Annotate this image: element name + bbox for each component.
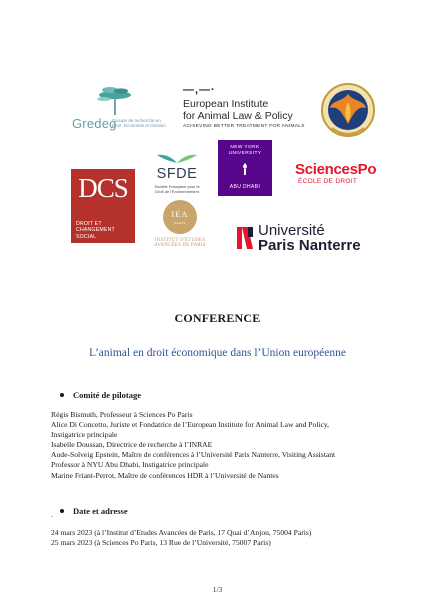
iea-city: PARIS (174, 221, 186, 225)
date-list (51, 528, 386, 548)
iea-badge (163, 200, 197, 234)
phoenix-crest-icon (318, 78, 378, 144)
eial-mark: —,—· (183, 84, 216, 96)
iea-mark: IEA (171, 209, 189, 219)
section-date-title: Date et adresse (73, 506, 128, 516)
nyu-line1: NEW YORK (230, 145, 260, 150)
phoenix-crest-logo (318, 78, 378, 144)
nanterre-line2: Paris Nanterre (258, 237, 361, 254)
section-comite-title: Comité de pilotage (73, 390, 141, 400)
list-item: Régis Bismuth, Professeur à Sciences Po Paris (51, 410, 193, 419)
section-date-heading (60, 506, 128, 516)
eial-line2: for Animal Law & Policy (183, 110, 293, 122)
dcs-line2: CHANGEMENT SOCIAL (76, 227, 115, 240)
list-item: Aude-Solveig Epstein, Maître de conférences à l’Université Paris Nanterre, Visiting Assistant (51, 450, 336, 460)
list-item: 24 mars 2023 (à l’Institut d’Etudes Avancées de Paris, 17 Quai d’Anjou, 75004 Paris) (51, 528, 312, 537)
list-item: 25 mars 2023 (à Sciences Po Paris, 13 Rue de l’Université, 75007 Paris) (51, 538, 271, 548)
page-number: 1/3 (212, 585, 223, 594)
eial-tagline: ACHIEVING BETTER TREATMENT FOR ANIMALS (183, 124, 305, 129)
list-item: Alice Di Concetto, Juriste et Fondatrice de l’European Institute for Animal Law and Policy, (51, 420, 330, 430)
sciencespo-sub: ÉCOLE DE DROIT (298, 178, 358, 185)
page-title: CONFERENCE (174, 311, 261, 325)
section-comite-heading (60, 390, 141, 400)
bullet-icon (60, 509, 64, 513)
torch-icon (238, 162, 252, 176)
tree-icon (90, 85, 140, 117)
iea-sub1: INSTITUT D'ÉTUDES (154, 238, 206, 243)
gredeg-name: Gredeg (72, 116, 117, 131)
list-item: Isabelle Doussan, Directrice de recherche à l’INRAE (51, 440, 213, 450)
iea-logo (150, 200, 210, 264)
sciencespo-name: SciencesPo (295, 161, 377, 178)
comite-list (51, 410, 386, 481)
gredeg-logo (72, 85, 170, 135)
dcs-logo (71, 169, 135, 243)
nanterre-line1: Université (258, 222, 325, 239)
dcs-monogram: DCS (78, 173, 128, 203)
iea-sub2: AVANCÉES DE PARIS (154, 243, 206, 249)
nanterre-mark-icon (237, 227, 253, 249)
sfde-name: SFDE (156, 166, 198, 182)
list-item: Marine Friant-Perrot, Maître de conférences HDR à l’Université de Nantes (51, 470, 279, 480)
sfde-subtitle: Société Française pour le Droit de l'Environnement (154, 184, 200, 194)
nyu-line3: ABU DHABI (229, 184, 261, 190)
conference-subtitle: L’animal en droit économique dans l’Union européenne (89, 347, 346, 359)
eial-logo (183, 84, 303, 132)
list-item: Instigatrice principale (51, 430, 118, 440)
sciencespo-logo (295, 161, 375, 185)
stray-mark: ` (51, 515, 54, 523)
list-item: Professor à NYU Abu Dhabi, Instigatrice principale (51, 460, 209, 470)
dcs-line1: DROIT ET (76, 221, 102, 227)
sfde-leaf-icon (157, 150, 197, 164)
eial-line1: European Institute (183, 98, 269, 110)
paris-nanterre-logo (237, 222, 367, 254)
bullet-icon (60, 393, 64, 397)
gredeg-subtitle: Groupe de recherche en Droit, Économie et Gestion (112, 118, 166, 128)
nyu-abu-dhabi-logo (218, 140, 272, 196)
nyu-line2: UNIVERSITY (228, 150, 262, 156)
